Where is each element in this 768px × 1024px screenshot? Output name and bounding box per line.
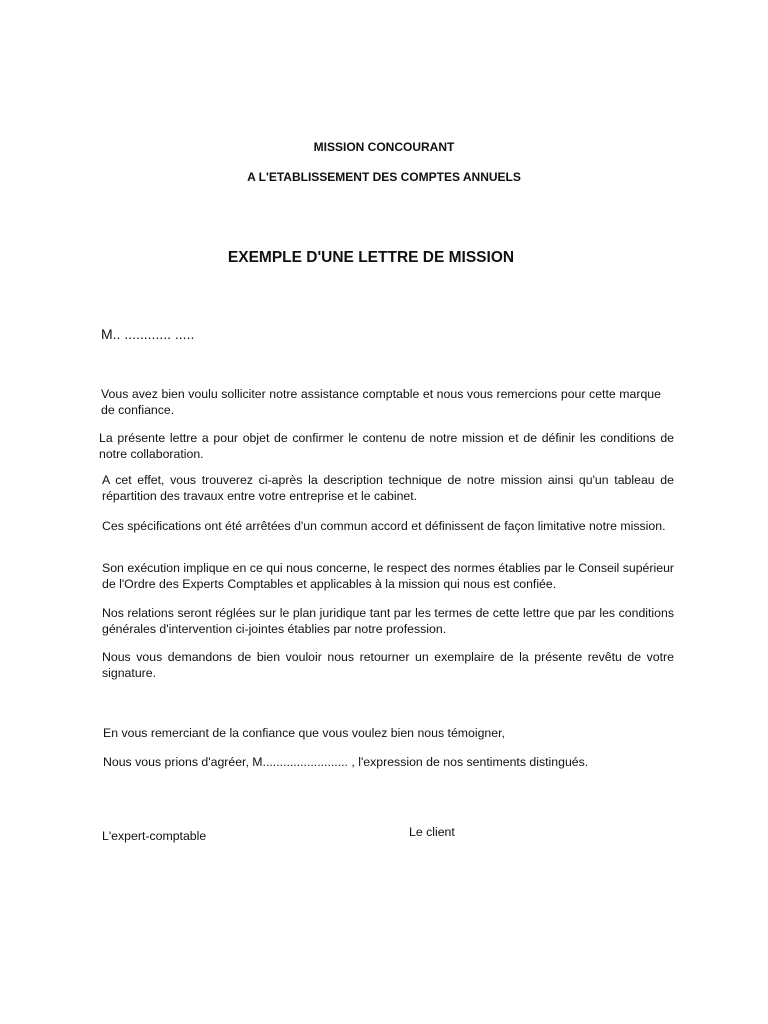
paragraph-7: Nous vous demandons de bien vouloir nous retourner un exemplaire de la présente revêtu de votre signature. bbox=[102, 650, 674, 680]
paragraph-2: La présente lettre a pour objet de confirmer le contenu de notre mission et de définir les conditions de notre collaboration. bbox=[99, 431, 674, 461]
paragraph-6: Nos relations seront réglées sur le plan juridique tant par les termes de cette lettre que par les conditions générales d'intervention ci-jointes établies par notre profession. bbox=[102, 606, 674, 636]
title-line-1: MISSION CONCOURANT bbox=[313, 140, 455, 154]
salutation: M.. ............ ..... bbox=[101, 326, 195, 342]
paragraph-5: Son exécution implique en ce qui nous concerne, le respect des normes établies par le Conseil supérieur de l'Ordre des Experts Comptables et applicables à la mission qui nous est confiée. bbox=[102, 561, 674, 591]
signature-client: Le client bbox=[409, 825, 455, 839]
closing-line-2: Nous vous prions d'agréer, M......................... , l'expression de nos sentiments distingués. bbox=[103, 755, 589, 769]
paragraph-1: Vous avez bien voulu solliciter notre assistance comptable et nous vous remercions pour cette marque de confiance. bbox=[101, 387, 661, 417]
paragraph-4: Ces spécifications ont été arrêtées d'un commun accord et définissent de façon limitative notre mission. bbox=[102, 519, 666, 533]
title-line-2: A L'ETABLISSEMENT DES COMPTES ANNUELS bbox=[247, 170, 521, 184]
paragraph-3: A cet effet, vous trouverez ci-après la description technique de notre mission ainsi qu'un tableau de répartition des travaux entre votre entreprise et le cabinet. bbox=[102, 473, 674, 503]
closing-line-1: En vous remerciant de la confiance que vous voulez bien nous témoigner, bbox=[103, 726, 505, 740]
main-title: EXEMPLE D'UNE LETTRE DE MISSION bbox=[227, 249, 515, 266]
signature-expert-comptable: L'expert-comptable bbox=[102, 829, 207, 843]
